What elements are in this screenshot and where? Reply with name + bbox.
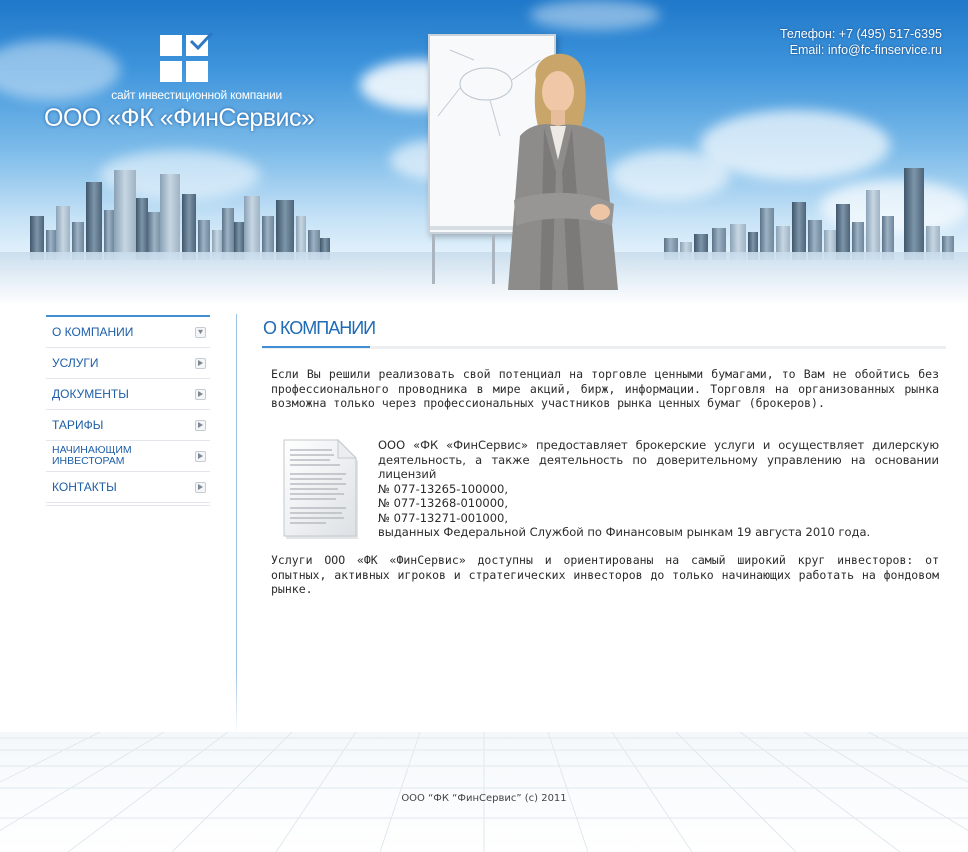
license-issued: выданных Федеральной Службой по Финансовым рынкам 19 августа 2010 года. [378, 525, 871, 539]
cloud-decoration [530, 0, 660, 30]
intro-paragraph: Если Вы решили реализовать свой потенциал на торговле ценными бумагами, то Вам не обойтись без профессионального проводника в мире акций, бирж, информации. Торговля на организованных рынка возможна только через профессиональных участников рынка ценных бумаг (брокеров). [271, 367, 939, 410]
building [904, 168, 924, 260]
sidebar-nav [46, 315, 210, 506]
sidebar-bottom-rule [46, 505, 210, 506]
building [160, 174, 180, 260]
license-description: ООО «ФК «ФинСервис» предоставляет брокерские услуги и осуществляет дилерскую деятельность, а также деятельность по доверительному управлению на основании лицензий [378, 438, 939, 481]
businesswoman-illustration [500, 40, 630, 290]
header-banner [0, 0, 968, 312]
sidebar-item-about[interactable] [46, 317, 210, 348]
chevron-right-icon [195, 420, 206, 431]
sidebar-item-services[interactable] [46, 348, 210, 379]
sidebar-item-beginners[interactable] [46, 441, 210, 472]
chevron-right-icon [195, 358, 206, 369]
email-link[interactable]: Email: info@fc-finservice.ru [789, 43, 942, 57]
column-divider [236, 314, 237, 734]
sidebar-item-label: ДОКУМЕНТЫ [52, 387, 129, 401]
building [114, 170, 136, 260]
chevron-right-icon [195, 482, 206, 493]
sidebar-item-tariffs[interactable] [46, 410, 210, 441]
footer-floor [0, 732, 968, 852]
sidebar-item-label: КОНТАКТЫ [52, 480, 117, 494]
footer-copyright: ООО “ФК “ФинСервис” (с) 2011 [401, 793, 567, 804]
logo-title[interactable]: ООО «ФК «ФинСервис» [44, 104, 315, 132]
building [866, 190, 880, 260]
logo-tagline: сайт инвестиционной компании [111, 88, 282, 102]
building [136, 198, 148, 260]
chevron-down-icon [195, 327, 206, 338]
building [86, 182, 102, 260]
chevron-right-icon [195, 389, 206, 400]
city-reflection [0, 252, 968, 312]
license-number: № 077-13268-010000, [378, 496, 509, 510]
license-block [378, 438, 939, 540]
sidebar-item-label: ТАРИФЫ [52, 418, 104, 432]
sidebar-item-label: УСЛУГИ [52, 356, 99, 370]
building [244, 196, 260, 260]
title-rule [262, 346, 946, 349]
phone-line: Телефон: +7 (495) 517-6395 [779, 27, 942, 41]
building [276, 200, 294, 260]
sidebar-item-label: О КОМПАНИИ [52, 325, 134, 339]
page-title: О КОМПАНИИ [263, 318, 376, 338]
building [182, 194, 196, 260]
contact-info [780, 26, 942, 58]
whiteboard-leg [432, 234, 435, 284]
chevron-right-icon [195, 451, 206, 462]
sidebar-item-documents[interactable] [46, 379, 210, 410]
document-icon [280, 436, 360, 540]
services-paragraph: Услуги ООО «ФК «ФинСервис» доступны и ориентированы на самый широкий круг инвесторов: от опытных, активных игроков и стратегических инвесторов до только начинающих работать на фондовом рынке. [271, 553, 939, 596]
sidebar-item-contacts[interactable] [46, 472, 210, 503]
sidebar-item-label: НАЧИНАЮЩИМ ИНВЕСТОРАМ [52, 444, 132, 467]
license-number: № 077-13271-001000, [378, 510, 509, 525]
whiteboard-leg [492, 234, 495, 284]
logo-icon [160, 35, 210, 83]
license-number: № 077-13265-100000, [378, 481, 509, 496]
